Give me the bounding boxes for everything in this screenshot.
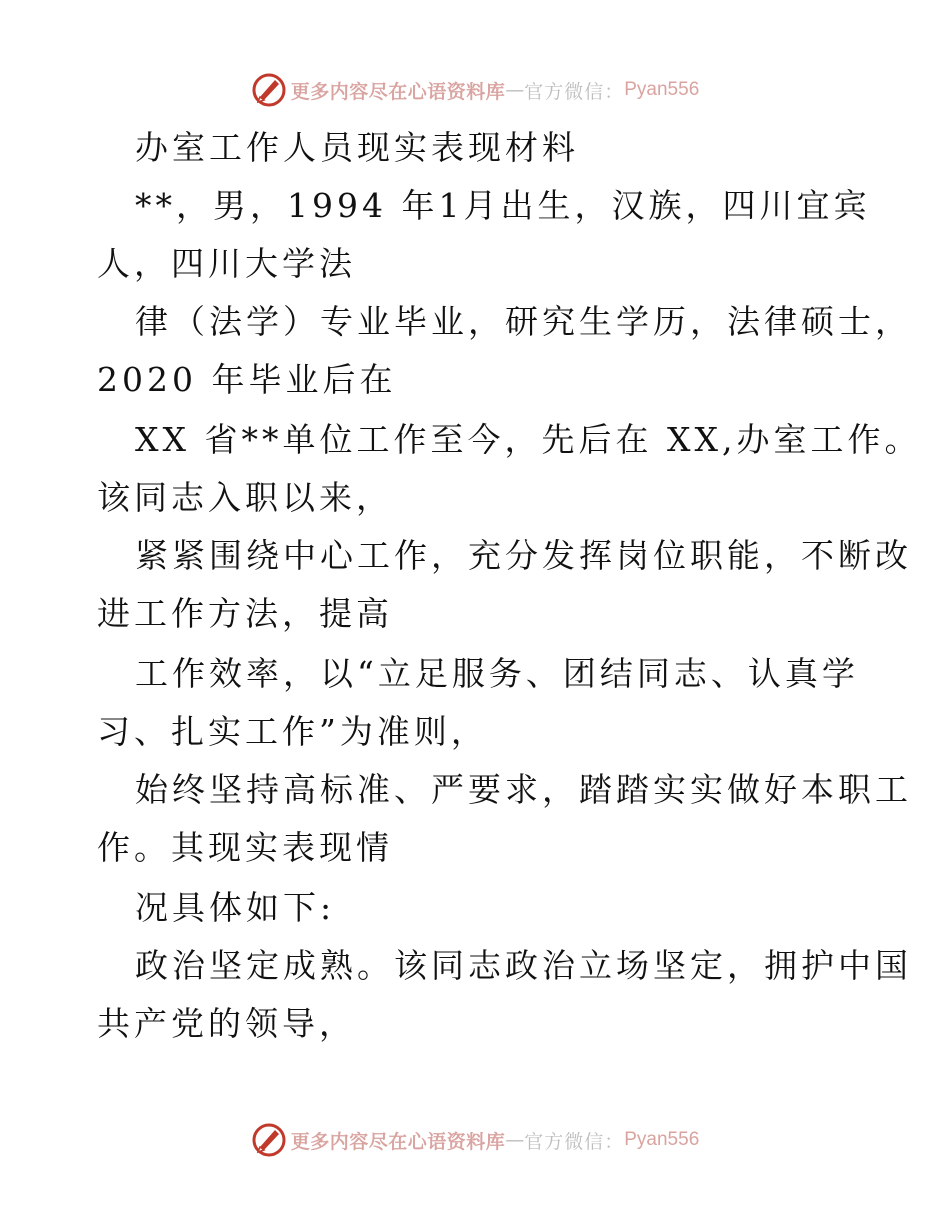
banner-main-text: 更多内容尽在心语资料库 xyxy=(290,1130,506,1153)
banner-wechat-id: Pyan556 xyxy=(624,1129,700,1150)
banner-wechat-label: 官方微信： xyxy=(524,1130,625,1153)
header-banner xyxy=(0,70,950,110)
text-line: XX 省**单位工作至今，先后在 XX,办室工作。 xyxy=(135,420,922,459)
text-line: 始终坚持高标准、严要求，踏踏实实做好本职工 xyxy=(135,770,912,809)
document-title: 办室工作人员现实表现材料 xyxy=(135,128,579,167)
text-line: 共产党的领导， xyxy=(97,1004,356,1043)
pen-logo-icon xyxy=(251,72,287,108)
text-line: 人，四川大学法 xyxy=(97,244,356,283)
banner-separator: — xyxy=(505,79,525,101)
banner-main-text: 更多内容尽在心语资料库 xyxy=(290,80,506,103)
text-line: 工作效率，以“立足服务、团结同志、认真学 xyxy=(135,654,859,693)
text-line: **，男，1994 年1月出生，汉族，四川宜宾 xyxy=(135,186,871,225)
banner-separator: — xyxy=(505,1129,525,1151)
banner-wechat-id: Pyan556 xyxy=(624,79,700,100)
text-line: 习、扎实工作”为准则， xyxy=(97,712,488,751)
text-line: 该同志入职以来， xyxy=(97,478,393,517)
text-line: 作。其现实表现情 xyxy=(97,828,393,867)
banner-wechat-label: 官方微信： xyxy=(524,80,625,103)
text-line: 紧紧围绕中心工作，充分发挥岗位职能，不断改 xyxy=(135,536,912,575)
text-line: 况具体如下: xyxy=(135,888,336,927)
text-line: 政治坚定成熟。该同志政治立场坚定，拥护中国 xyxy=(135,946,912,985)
pen-logo-icon xyxy=(251,1122,287,1158)
footer-banner xyxy=(0,1120,950,1160)
text-line: 2020 年毕业后在 xyxy=(97,360,397,399)
text-line: 律（法学）专业毕业，研究生学历，法律硕士， xyxy=(135,302,912,341)
text-line: 进工作方法，提高 xyxy=(97,594,393,633)
